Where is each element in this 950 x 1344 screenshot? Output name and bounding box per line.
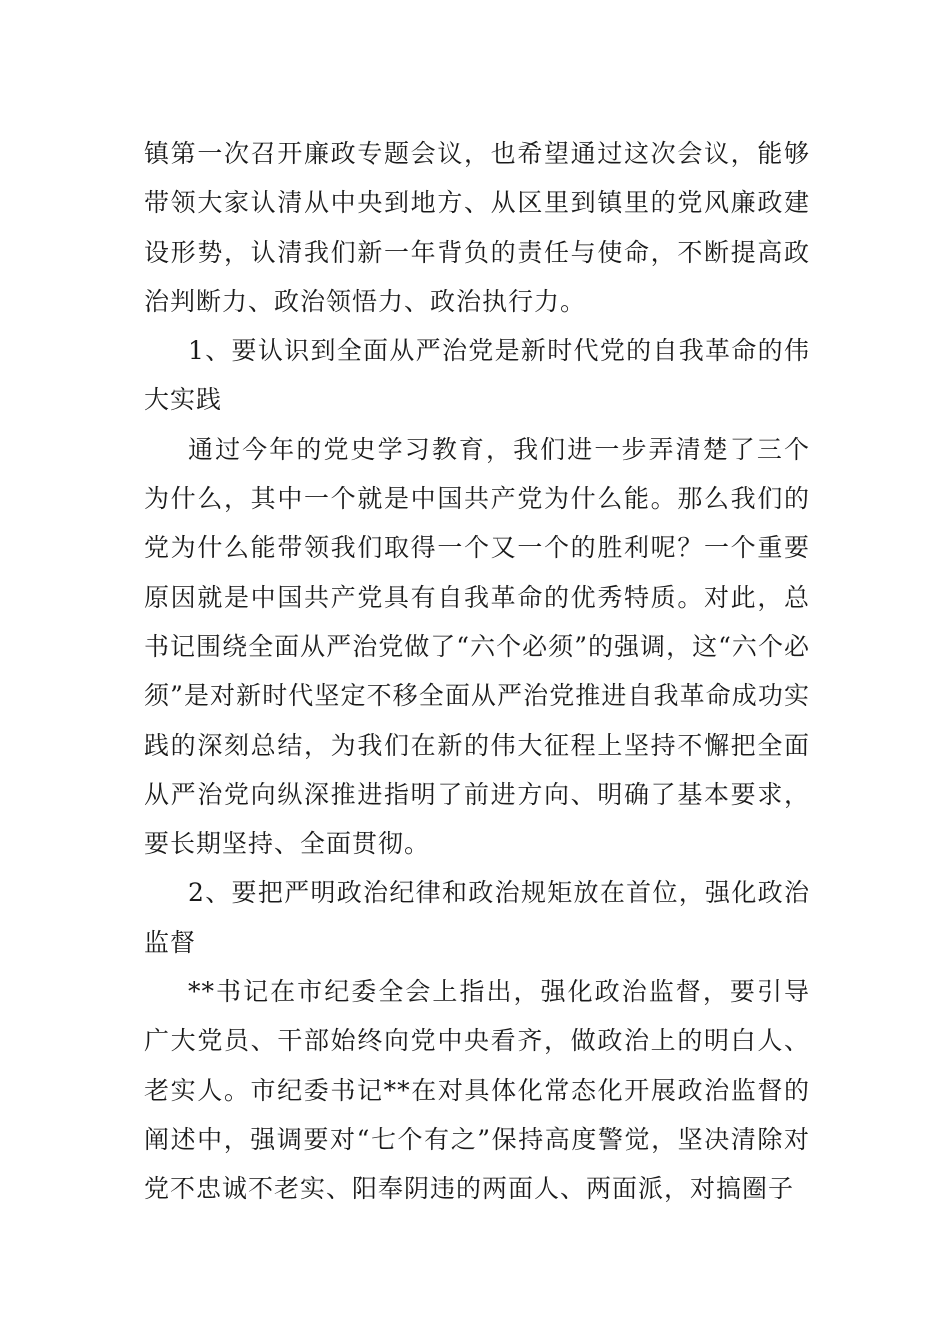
document-body — [144, 129, 810, 1214]
paragraph-party-history: 通过今年的党史学习教育，我们进一步弄清楚了三个为什么，其中一个就是中国共产党为什么能。那么我们的党为什么能带领我们取得一个又一个的胜利呢？一个重要原因就是中国共产党具有自我革命的优秀特质。对此，总书记围绕全面从严治党做了“六个必须”的强调，这“六个必须”是对新时代坚定不移全面从严治党推进自我革命成功实践的深刻总结，为我们在新的伟大征程上坚持不懈把全面从严治党向纵深推进指明了前进方向、明确了基本要求，要长期坚持、全面贯彻。 — [144, 434, 810, 859]
section-heading-2: 2、要把严明政治纪律和政治规矩放在首位，强化政治监督 — [144, 878, 810, 957]
paragraph-political-supervision: **书记在市纪委全会上指出，强化政治监督，要引导广大党员、干部始终向党中央看齐，做政治上的明白人、老实人。市纪委书记**在对具体化常态化开展政治监督的阐述中，强调要对“七个有之”保持高度警觉，坚决清除对党不忠诚不老实、阳奉阴违的两面人、两面派，对搞圈子 — [144, 977, 810, 1204]
section-heading-1: 1、要认识到全面从严治党是新时代党的自我革命的伟大实践 — [144, 336, 810, 415]
paragraph-continuation: 镇第一次召开廉政专题会议，也希望通过这次会议，能够带领大家认清从中央到地方、从区里到镇里的党风廉政建设形势，认清我们新一年背负的责任与使命，不断提高政治判断力、政治领悟力、政治执行力。 — [144, 139, 810, 316]
